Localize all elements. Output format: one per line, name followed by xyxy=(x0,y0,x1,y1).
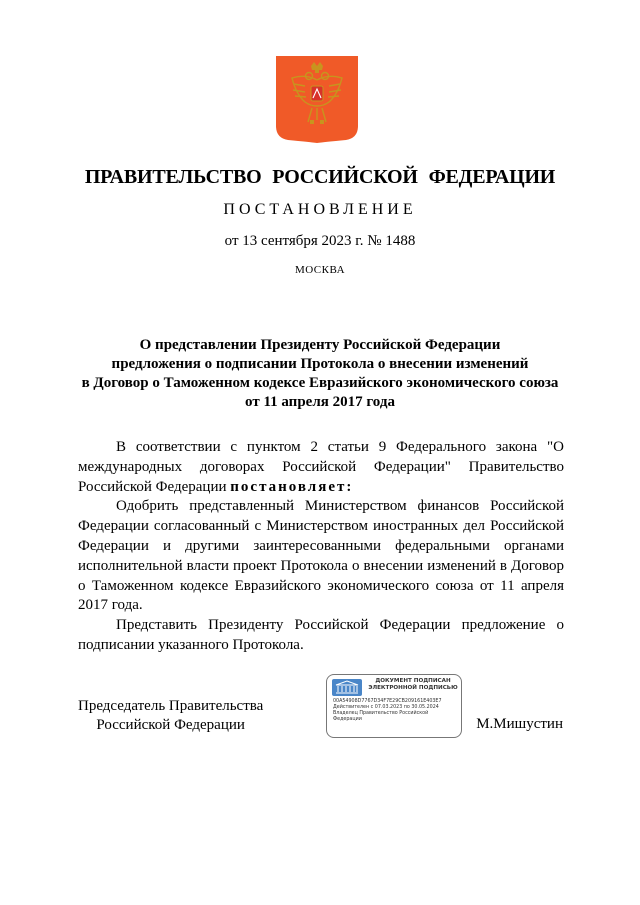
city-name: МОСКВА xyxy=(294,264,346,276)
signer-position xyxy=(78,697,263,735)
approval-paragraph: Одобрить представленный Министерством финансов Российской Федерации согласованный с Министерством иностранных дел Российской Федерации и другими заинтересованными федеральными органами исполнительной власти проект Протокола о внесении изменений в Договор о Таможенном кодексе Евразийского экономического союза от 11 апреля 2017 года. xyxy=(78,498,564,614)
decree-type: ПОСТАНОВЛЕНИЕ xyxy=(223,201,417,218)
building-icon xyxy=(332,679,362,696)
government-title: ПРАВИТЕЛЬСТВО РОССИЙСКОЙ ФЕДЕРАЦИИ xyxy=(84,166,556,188)
stamp-title xyxy=(367,678,459,692)
subject-line: О представлении Президенту Российской Федерации xyxy=(139,337,501,353)
electronic-signature-stamp xyxy=(326,674,462,738)
decree-body xyxy=(78,438,564,656)
subject-line: предложения о подписании Протокола о внесении изменений xyxy=(111,356,529,372)
resolves-keyword: постановляет: xyxy=(230,478,354,495)
decree-subject xyxy=(0,336,640,412)
stamp-owner: Федерации xyxy=(333,717,362,722)
stamp-details xyxy=(333,699,459,723)
signer-name: М.Мишустин xyxy=(476,716,563,732)
stamp-validity: Действителен с 07.03.2023 по 30.05.2024 xyxy=(333,705,439,710)
stamp-certificate: 00A54908D7767D34F7E29CB209161E403E7 xyxy=(333,699,442,704)
stamp-owner: Владелец Правительство Российской xyxy=(333,711,429,716)
stamp-title-line: ДОКУМЕНТ ПОДПИСАН xyxy=(375,678,451,684)
decree-date-number: от 13 сентября 2023 г. № 1488 xyxy=(224,233,416,249)
preamble-text: В соответствии с пунктом 2 статьи 9 Федерального закона "О международных договорах Российской Федерации" Правительство Российской Федерации xyxy=(78,439,564,495)
stamp-title-line: ЭЛЕКТРОННОЙ ПОДПИСЬЮ xyxy=(368,685,458,691)
subject-line: в Договор о Таможенном кодексе Евразийского экономического союза xyxy=(81,375,559,391)
signer-position-line: Российской Федерации xyxy=(96,717,245,733)
preamble-paragraph xyxy=(78,438,564,497)
coat-of-arms-emblem xyxy=(276,56,358,143)
subject-line: от 11 апреля 2017 года xyxy=(245,394,395,410)
signer-position-line: Председатель Правительства xyxy=(78,698,264,714)
submission-paragraph: Представить Президенту Российской Федерации предложение о подписании указанного Протокола. xyxy=(78,617,564,653)
